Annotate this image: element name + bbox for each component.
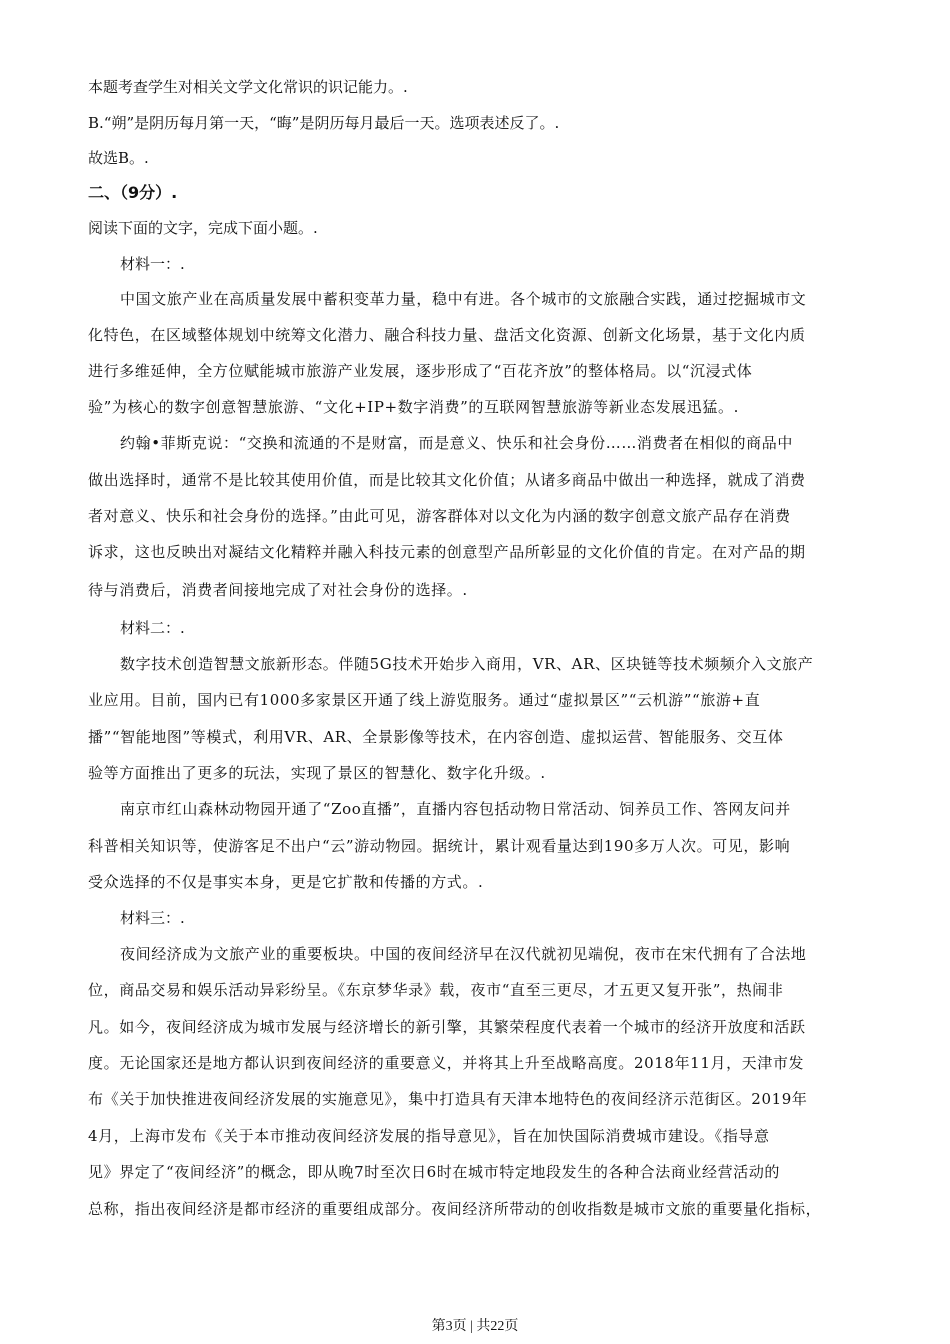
paragraph-line: 受众选择的不仅是事实本身，更是它扩散和传播的方式。. [88, 873, 484, 891]
paragraph-line: 4月，上海市发布《关于本市推动夜间经济发展的指导意见》，旨在加快国际消费城市建设。《指导意 [88, 1127, 770, 1145]
material-label: 材料二：. [120, 619, 185, 637]
paragraph-line: 做出选择时，通常不是比较其使用价值，而是比较其文化价值；从诸多商品中做出一种选择，就成了消费 [88, 471, 806, 489]
paragraph-line: 进行多维延伸，全方位赋能城市旅游产业发展，逐步形成了“百花齐放”的整体格局。以“沉浸式体 [88, 362, 753, 380]
paragraph-line: 化特色，在区域整体规划中统筹文化潜力、融合科技力量、盘活文化资源、创新文化场景，基于文化内质 [88, 326, 806, 344]
paragraph-line: 位，商品交易和娱乐活动异彩纷呈。《东京梦华录》载，夜市“直至三更尽，才五更又复开张”，热闹非 [88, 981, 784, 999]
answer-conclusion-line: 故选B。. [88, 149, 149, 167]
paragraph-line: 布《关于加快推进夜间经济发展的实施意见》，集中打造具有天津本地特色的夜间经济示范街区。2019年 [88, 1090, 808, 1108]
paragraph-line: 科普相关知识等，使游客足不出户“云”游动物园。据统计，累计观看量达到190多万人次。可见，影响 [88, 837, 791, 855]
paragraph-line: 验等方面推出了更多的玩法，实现了景区的智慧化、数字化升级。. [88, 764, 546, 782]
paragraph-line: 中国文旅产业在高质量发展中蓄积变革力量，稳中有进。各个城市的文旅融合实践，通过挖掘城市文 [120, 290, 807, 308]
material-label: 材料一：. [120, 255, 185, 273]
material-label: 材料三：. [120, 909, 185, 927]
paragraph-line: 度。无论国家还是地方都认识到夜间经济的重要意义，并将其上升至战略高度。2018年11月，天津市发 [88, 1054, 805, 1072]
paragraph-line: 验”为核心的数字创意智慧旅游、“文化+IP+数字消费”的互联网智慧旅游等新业态发展迅猛。. [88, 398, 739, 416]
paragraph-line: 者对意义、快乐和社会身份的选择。”由此可见，游客群体对以文化为内涵的数字创意文旅产品存在消费 [88, 507, 791, 525]
paragraph-line: 约翰•菲斯克说：“交换和流通的不是财富，而是意义、快乐和社会身份……消费者在相似的商品中 [120, 434, 793, 452]
paragraph-line: 南京市红山森林动物园开通了“Zoo直播”，直播内容包括动物日常活动、饲养员工作、答网友问并 [120, 800, 791, 818]
paragraph-line: 总称，指出夜间经济是都市经济的重要组成部分。夜间经济所带动的创收指数是城市文旅的重要量化指标， [88, 1200, 822, 1218]
instruction-line: 阅读下面的文字，完成下面小题。. [88, 219, 318, 237]
page-number-footer: 第3页 | 共22页 [431, 1319, 519, 1334]
paragraph-line: 数字技术创造智慧文旅新形态。伴随5G技术开始步入商用，VR、AR、区块链等技术频频介入文旅产 [120, 655, 814, 673]
paragraph-line: 播”“智能地图”等模式，利用VR、AR、全景影像等技术，在内容创造、虚拟运营、智能服务、交互体 [88, 728, 784, 746]
paragraph-line: 待与消费后，消费者间接地完成了对社会身份的选择。. [88, 581, 468, 599]
paragraph-line: 诉求，这也反映出对凝结文化精粹并融入科技元素的创意型产品所彰显的文化价值的肯定。在对产品的期 [88, 543, 806, 561]
paragraph-line: 凡。如今，夜间经济成为城市发展与经济增长的新引擎，其繁荣程度代表着一个城市的经济开放度和活跃 [88, 1018, 806, 1036]
paragraph-line: 业应用。目前，国内已有1000多家景区开通了线上游览服务。通过“虚拟景区”“云机游”“旅游+直 [88, 691, 761, 709]
paragraph-line: 夜间经济成为文旅产业的重要板块。中国的夜间经济早在汉代就初见端倪，夜市在宋代拥有了合法地 [120, 945, 807, 963]
section-heading: 二、（9分）. [88, 183, 178, 202]
paragraph-line: 见》界定了“夜间经济”的概念，即从晚7时至次日6时在城市特定地段发生的各种合法商业经营活动的 [88, 1163, 781, 1181]
answer-analysis-line: 本题考查学生对相关文学文化常识的识记能力。. [88, 78, 408, 96]
answer-analysis-line: B.“朔”是阴历每月第一天，“晦”是阴历每月最后一天。选项表述反了。. [88, 114, 560, 132]
